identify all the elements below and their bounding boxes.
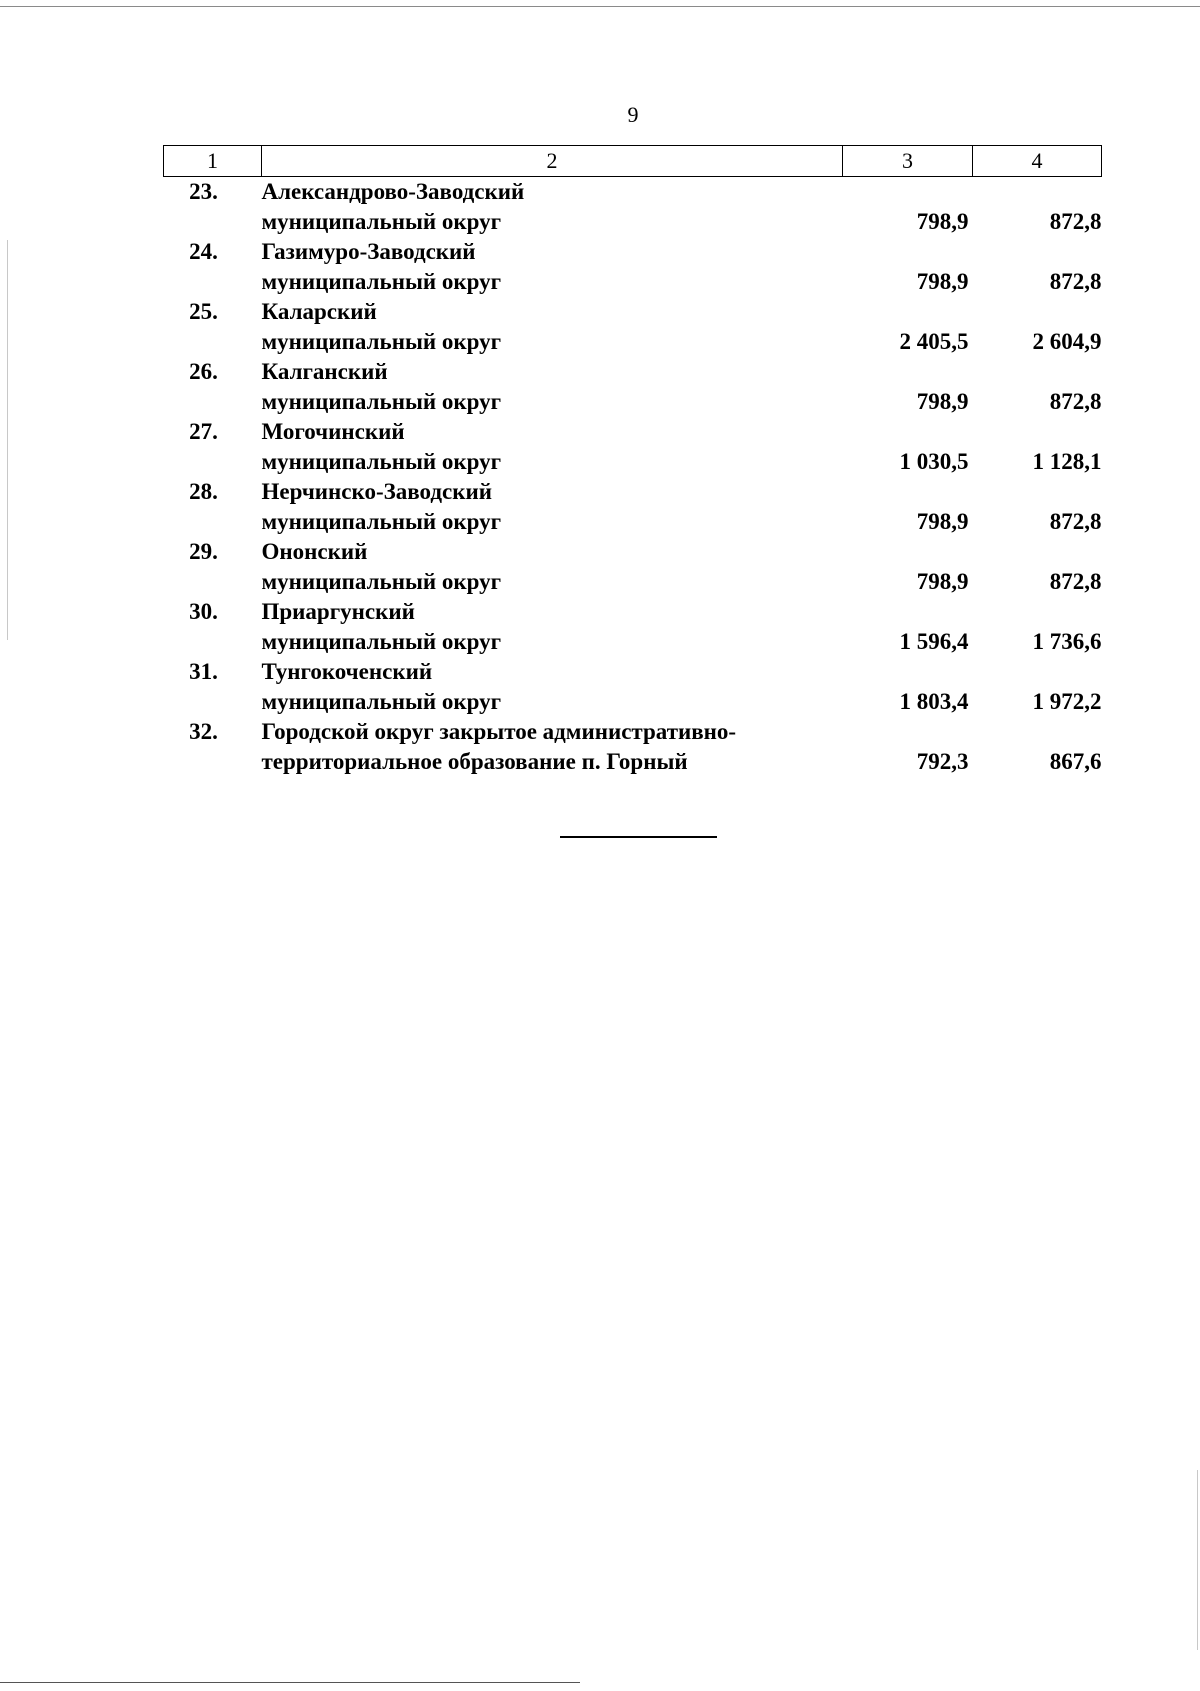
allocation-table bbox=[163, 145, 1102, 777]
value-column-4: 1 128,1 bbox=[1032, 449, 1102, 474]
column-header-2: 2 bbox=[262, 146, 843, 177]
row-number: 24. bbox=[189, 239, 218, 264]
row-number: 25. bbox=[189, 299, 218, 324]
municipality-name-line2: муниципальный округ bbox=[261, 449, 502, 474]
column-header-1: 1 bbox=[164, 146, 262, 177]
value-column-4: 872,8 bbox=[1049, 509, 1102, 534]
table-row bbox=[164, 177, 1102, 238]
municipality-name-line2: муниципальный округ bbox=[261, 329, 502, 354]
column-header-3: 3 bbox=[843, 146, 973, 177]
value-column-3: 798,9 bbox=[916, 389, 969, 414]
value-column-3: 1 803,4 bbox=[899, 689, 969, 714]
page-number: 9 bbox=[627, 102, 639, 127]
table-row bbox=[164, 357, 1102, 417]
value-column-3: 798,9 bbox=[916, 509, 969, 534]
municipality-name-line1: Ононский bbox=[261, 539, 368, 564]
municipality-name-line1: Городской округ закрытое административно- bbox=[261, 719, 737, 744]
municipality-name-line1: Тунгокоченский bbox=[261, 659, 433, 684]
municipality-name bbox=[262, 537, 843, 597]
value-column-4: 872,8 bbox=[1049, 209, 1102, 234]
value-column-3: 798,9 bbox=[916, 209, 969, 234]
scan-edge-right bbox=[1197, 1470, 1198, 1650]
table-row bbox=[164, 297, 1102, 357]
column-header-4: 4 bbox=[973, 146, 1102, 177]
municipality-name-line1: Александрово-Заводский bbox=[261, 179, 525, 204]
municipality-name-line1: Каларский bbox=[261, 299, 377, 324]
municipality-name-line2: муниципальный округ bbox=[261, 389, 502, 414]
municipality-name-line1: Калганский bbox=[261, 359, 388, 384]
row-number: 26. bbox=[189, 359, 218, 384]
municipality-name-line2: муниципальный округ bbox=[261, 569, 502, 594]
municipality-name-line1: Газимуро-Заводский bbox=[261, 239, 476, 264]
value-column-4: 872,8 bbox=[1049, 389, 1102, 414]
end-of-document-rule bbox=[560, 836, 717, 838]
value-column-4: 872,8 bbox=[1049, 269, 1102, 294]
row-number: 32. bbox=[189, 719, 218, 744]
municipality-name bbox=[262, 597, 843, 657]
table-row bbox=[164, 417, 1102, 477]
municipality-name bbox=[262, 177, 843, 238]
value-column-4: 867,6 bbox=[1049, 749, 1102, 774]
table-row bbox=[164, 477, 1102, 537]
municipality-name-line2: муниципальный округ bbox=[261, 269, 502, 294]
municipality-name bbox=[262, 657, 843, 717]
value-column-3: 1 030,5 bbox=[899, 449, 969, 474]
value-column-4: 2 604,9 bbox=[1032, 329, 1102, 354]
municipality-name-line1: Могочинский bbox=[261, 419, 405, 444]
scan-border-top bbox=[0, 6, 1200, 7]
table-row bbox=[164, 537, 1102, 597]
municipality-name-line1: Приаргунский bbox=[261, 599, 415, 624]
municipality-name bbox=[262, 417, 843, 477]
value-column-3: 798,9 bbox=[916, 269, 969, 294]
scan-border-bottom bbox=[0, 1682, 580, 1683]
value-column-4: 1 972,2 bbox=[1032, 689, 1102, 714]
table-row bbox=[164, 597, 1102, 657]
municipality-name-line2: муниципальный округ bbox=[261, 209, 502, 234]
scan-edge-left bbox=[7, 240, 8, 640]
municipality-name bbox=[262, 237, 843, 297]
row-number: 30. bbox=[189, 599, 218, 624]
municipality-name-line2: муниципальный округ bbox=[261, 689, 502, 714]
value-column-4: 1 736,6 bbox=[1032, 629, 1102, 654]
row-number: 28. bbox=[189, 479, 218, 504]
value-column-4: 872,8 bbox=[1049, 569, 1102, 594]
municipality-name bbox=[262, 357, 843, 417]
municipality-name-line2: муниципальный округ bbox=[261, 509, 502, 534]
value-column-3: 792,3 bbox=[916, 749, 969, 774]
row-number: 27. bbox=[189, 419, 218, 444]
table-row bbox=[164, 657, 1102, 717]
municipality-name bbox=[262, 477, 843, 537]
table-row bbox=[164, 237, 1102, 297]
municipality-name-line2: территориальное образование п. Горный bbox=[261, 749, 688, 774]
municipality-name-line1: Нерчинско-Заводский bbox=[261, 479, 492, 504]
municipality-name bbox=[262, 717, 843, 777]
row-number: 31. bbox=[189, 659, 218, 684]
municipality-name bbox=[262, 297, 843, 357]
row-number: 29. bbox=[189, 539, 218, 564]
table-row bbox=[164, 717, 1102, 777]
value-column-3: 798,9 bbox=[916, 569, 969, 594]
municipality-name-line2: муниципальный округ bbox=[261, 629, 502, 654]
value-column-3: 1 596,4 bbox=[899, 629, 969, 654]
table-header-row bbox=[164, 146, 1102, 177]
row-number: 23. bbox=[189, 179, 218, 204]
value-column-3: 2 405,5 bbox=[899, 329, 969, 354]
